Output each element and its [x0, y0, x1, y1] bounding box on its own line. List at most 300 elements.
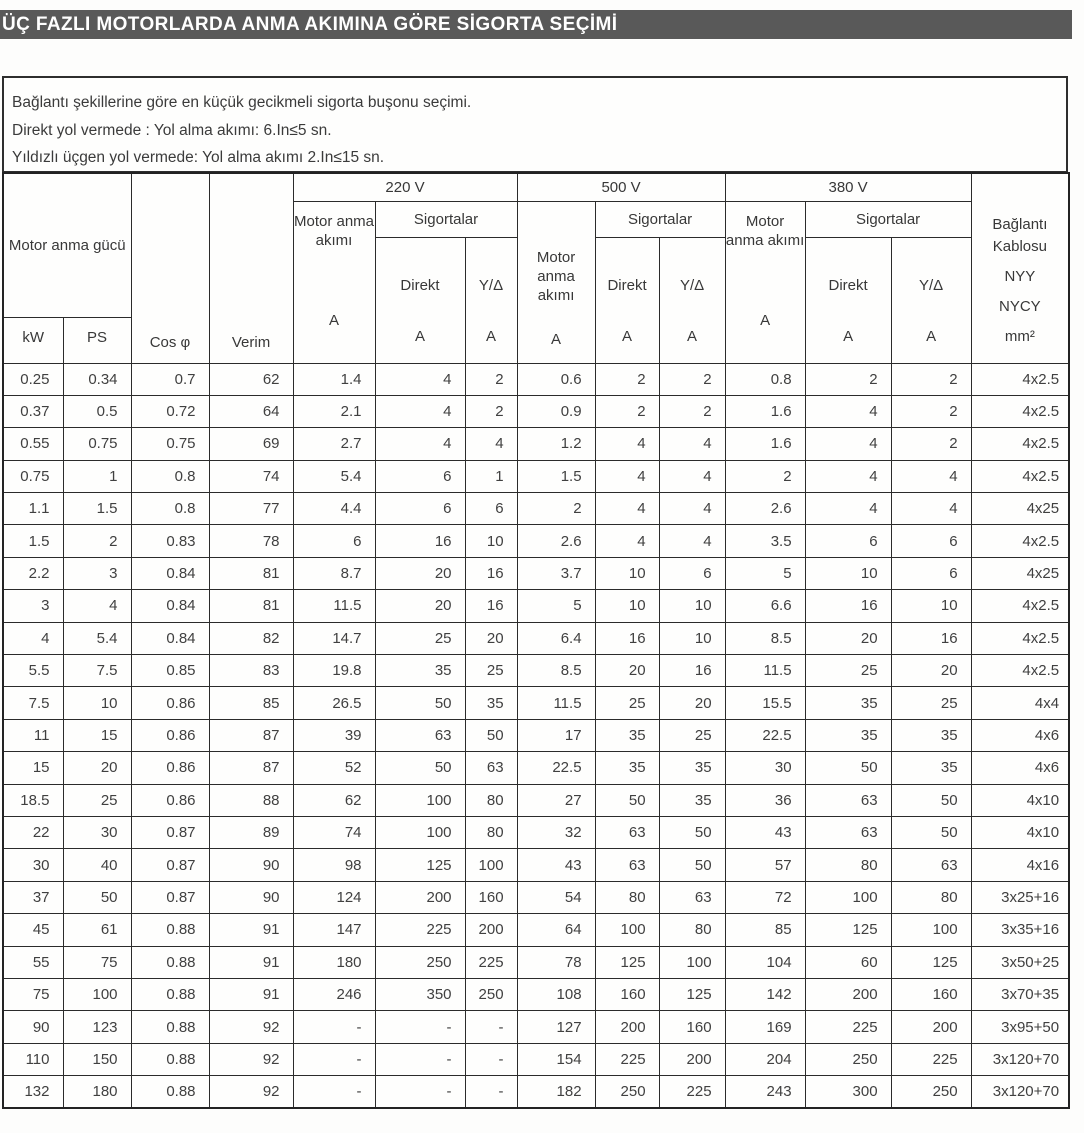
table-row	[3, 978, 1069, 1010]
table-cell: 60	[805, 946, 891, 978]
table-cell: 91	[209, 978, 293, 1010]
table-cell: 200	[375, 881, 465, 913]
table-cell: 62	[209, 363, 293, 395]
table-cell: 204	[725, 1043, 805, 1075]
header-cable-line2: Kablosu	[992, 238, 1047, 255]
table-cell: -	[375, 1043, 465, 1075]
table-cell: 7.5	[3, 687, 63, 719]
header-cable-nyy: NYY	[1004, 268, 1036, 285]
table-cell: 4	[659, 493, 725, 525]
table-cell: 11.5	[725, 655, 805, 687]
table-cell: 3.5	[725, 525, 805, 557]
table-cell: 2	[63, 525, 131, 557]
header-yd-220	[465, 237, 517, 363]
table-cell: 57	[725, 849, 805, 881]
table-cell: 7.5	[63, 655, 131, 687]
table-cell: 4	[891, 493, 971, 525]
table-cell: 0.87	[131, 816, 209, 848]
table-cell: 35	[595, 719, 659, 751]
table-cell: 16	[375, 525, 465, 557]
table-cell: 0.7	[131, 363, 209, 395]
table-cell: 0.88	[131, 946, 209, 978]
table-cell: 125	[805, 914, 891, 946]
table-cell: 2	[891, 428, 971, 460]
table-cell: 8.7	[293, 557, 375, 589]
table-cell: 77	[209, 493, 293, 525]
table-cell: 91	[209, 946, 293, 978]
table-cell: 80	[595, 881, 659, 913]
table-cell: 127	[517, 1011, 595, 1043]
table-cell: 2.2	[3, 557, 63, 589]
unit-ampere: A	[760, 311, 771, 329]
table-cell: 0.86	[131, 752, 209, 784]
table-cell: 4	[3, 622, 63, 654]
table-cell: 1.5	[3, 525, 63, 557]
table-cell: 2	[465, 395, 517, 427]
table-cell: 246	[293, 978, 375, 1010]
table-cell: 225	[595, 1043, 659, 1075]
table-cell: 0.88	[131, 1076, 209, 1108]
table-cell: 4	[595, 460, 659, 492]
table-row	[3, 1076, 1069, 1108]
table-cell: 62	[293, 784, 375, 816]
table-cell: 4	[805, 428, 891, 460]
table-cell: 87	[209, 752, 293, 784]
table-cell: 1.5	[517, 460, 595, 492]
table-cell: 22.5	[725, 719, 805, 751]
table-cell: 6	[293, 525, 375, 557]
table-cell: 0.87	[131, 881, 209, 913]
table-cell: 16	[465, 557, 517, 589]
unit-ampere: A	[843, 327, 854, 345]
table-cell: 30	[725, 752, 805, 784]
table-cell: 72	[725, 881, 805, 913]
table-cell: 0.55	[3, 428, 63, 460]
table-cell: 80	[805, 849, 891, 881]
table-cell: 4x25	[971, 557, 1069, 589]
table-cell: 20	[659, 687, 725, 719]
table-cell: 5	[517, 590, 595, 622]
table-row	[3, 428, 1069, 460]
table-cell: 63	[891, 849, 971, 881]
table-cell: 0.37	[3, 395, 63, 427]
table-row	[3, 395, 1069, 427]
table-cell: 3.7	[517, 557, 595, 589]
table-cell: 147	[293, 914, 375, 946]
table-row	[3, 849, 1069, 881]
header-cable-line1: Bağlantı	[992, 216, 1048, 233]
motor-current-label: Motor anma akımı	[293, 212, 375, 249]
table-cell: 22.5	[517, 752, 595, 784]
table-cell: 40	[63, 849, 131, 881]
table-cell: 0.86	[131, 719, 209, 751]
table-cell: 92	[209, 1011, 293, 1043]
header-yd-500	[659, 237, 725, 363]
table-cell: 16	[891, 622, 971, 654]
table-cell: 110	[3, 1043, 63, 1075]
table-cell: 8.5	[725, 622, 805, 654]
table-cell: 10	[595, 590, 659, 622]
header-sigortalar-500: Sigortalar	[595, 201, 725, 237]
table-row	[3, 1043, 1069, 1075]
table-cell: 100	[375, 816, 465, 848]
table-cell: 100	[375, 784, 465, 816]
table-cell: 4	[891, 460, 971, 492]
table-cell: 16	[659, 655, 725, 687]
table-row	[3, 784, 1069, 816]
table-cell: 92	[209, 1076, 293, 1108]
table-cell: 27	[517, 784, 595, 816]
table-row	[3, 1011, 1069, 1043]
table-row	[3, 493, 1069, 525]
table-cell: 63	[465, 752, 517, 784]
table-cell: 50	[375, 687, 465, 719]
table-cell: 6	[891, 557, 971, 589]
table-cell: 0.86	[131, 687, 209, 719]
table-cell: 1.5	[63, 493, 131, 525]
table-cell: 160	[891, 978, 971, 1010]
table-cell: 4x2.5	[971, 460, 1069, 492]
table-cell: 32	[517, 816, 595, 848]
table-cell: 4	[375, 395, 465, 427]
star-delta-label: Y/Δ	[918, 276, 944, 294]
table-cell: 39	[293, 719, 375, 751]
table-cell: 35	[659, 752, 725, 784]
table-cell: 4	[659, 428, 725, 460]
table-cell: 22	[3, 816, 63, 848]
table-cell: 30	[3, 849, 63, 881]
header-cable	[971, 173, 1069, 363]
header-verim: Verim	[209, 173, 293, 363]
table-cell: 98	[293, 849, 375, 881]
table-cell: 35	[805, 687, 891, 719]
table-cell: 6.4	[517, 622, 595, 654]
table-cell: 25	[63, 784, 131, 816]
header-direkt-220	[375, 237, 465, 363]
header-sigortalar-220: Sigortalar	[375, 201, 517, 237]
header-cable-unit: mm²	[1004, 328, 1035, 345]
table-cell: 200	[595, 1011, 659, 1043]
table-cell: 61	[63, 914, 131, 946]
table-cell: 160	[595, 978, 659, 1010]
table-cell: 50	[891, 784, 971, 816]
table-cell: 35	[375, 655, 465, 687]
header-motor-power: Motor anma gücü	[3, 173, 131, 317]
table-cell: 250	[805, 1043, 891, 1075]
table-cell: 300	[805, 1076, 891, 1108]
table-cell: 63	[659, 881, 725, 913]
table-cell: 36	[725, 784, 805, 816]
table-cell: 16	[595, 622, 659, 654]
table-cell: 63	[805, 816, 891, 848]
table-cell: 26.5	[293, 687, 375, 719]
table-cell: 25	[465, 655, 517, 687]
table-cell: 4x2.5	[971, 363, 1069, 395]
table-cell: 1.6	[725, 395, 805, 427]
table-cell: 63	[595, 849, 659, 881]
table-cell: 160	[659, 1011, 725, 1043]
table-cell: -	[465, 1011, 517, 1043]
table-cell: 150	[63, 1043, 131, 1075]
page-title: ÜÇ FAZLI MOTORLARDA ANMA AKIMINA GÖRE SİGORTA SEÇİMİ	[2, 13, 618, 35]
table-cell: 169	[725, 1011, 805, 1043]
table-cell: 20	[465, 622, 517, 654]
table-cell: -	[293, 1011, 375, 1043]
table-cell: 80	[465, 816, 517, 848]
table-cell: 4x6	[971, 719, 1069, 751]
table-cell: 11	[3, 719, 63, 751]
table-cell: 3x120+70	[971, 1043, 1069, 1075]
table-cell: 4	[375, 363, 465, 395]
table-cell: 50	[595, 784, 659, 816]
table-cell: 0.8	[131, 460, 209, 492]
unit-ampere: A	[687, 327, 698, 345]
table-cell: 20	[595, 655, 659, 687]
table-cell: 4x2.5	[971, 622, 1069, 654]
table-cell: 15.5	[725, 687, 805, 719]
table-cell: 90	[3, 1011, 63, 1043]
table-cell: 3x25+16	[971, 881, 1069, 913]
table-row	[3, 590, 1069, 622]
direkt-label: Direkt	[400, 276, 440, 294]
table-cell: 54	[517, 881, 595, 913]
table-cell: 0.88	[131, 978, 209, 1010]
table-cell: 19.8	[293, 655, 375, 687]
table-cell: 20	[375, 557, 465, 589]
table-cell: 3	[3, 590, 63, 622]
table-cell: 15	[63, 719, 131, 751]
table-cell: 4x25	[971, 493, 1069, 525]
table-cell: -	[465, 1043, 517, 1075]
table-cell: 78	[209, 525, 293, 557]
table-cell: 154	[517, 1043, 595, 1075]
table-row	[3, 914, 1069, 946]
table-cell: 75	[3, 978, 63, 1010]
table-cell: 64	[517, 914, 595, 946]
table-cell: 200	[891, 1011, 971, 1043]
table-cell: 100	[465, 849, 517, 881]
table-row	[3, 881, 1069, 913]
table-cell: 0.75	[63, 428, 131, 460]
table-cell: 243	[725, 1076, 805, 1108]
table-cell: 0.85	[131, 655, 209, 687]
table-cell: 74	[293, 816, 375, 848]
table-cell: 5.4	[63, 622, 131, 654]
table-cell: 0.75	[3, 460, 63, 492]
table-cell: 11.5	[293, 590, 375, 622]
table-cell: 4	[63, 590, 131, 622]
table-cell: 100	[63, 978, 131, 1010]
table-cell: 4	[805, 395, 891, 427]
table-cell: 0.34	[63, 363, 131, 395]
direkt-label: Direkt	[828, 276, 868, 294]
table-cell: 125	[375, 849, 465, 881]
table-cell: 15	[3, 752, 63, 784]
table-cell: 50	[375, 752, 465, 784]
table-cell: 4	[805, 493, 891, 525]
table-cell: 2	[517, 493, 595, 525]
table-cell: 4x6	[971, 752, 1069, 784]
table-cell: 74	[209, 460, 293, 492]
table-cell: 125	[659, 978, 725, 1010]
table-cell: 50	[659, 849, 725, 881]
table-cell: 90	[209, 849, 293, 881]
table-cell: 5	[725, 557, 805, 589]
table-cell: 43	[725, 816, 805, 848]
unit-ampere: A	[329, 311, 340, 329]
table-cell: 35	[891, 719, 971, 751]
table-cell: 0.72	[131, 395, 209, 427]
table-cell: 20	[375, 590, 465, 622]
table-cell: 160	[465, 881, 517, 913]
table-cell: 250	[891, 1076, 971, 1108]
table-cell: 2	[659, 395, 725, 427]
table-cell: 104	[725, 946, 805, 978]
direkt-label: Direkt	[607, 276, 647, 294]
table-cell: 0.6	[517, 363, 595, 395]
unit-ampere: A	[622, 327, 633, 345]
table-cell: 225	[465, 946, 517, 978]
table-cell: 125	[891, 946, 971, 978]
table-cell: 37	[3, 881, 63, 913]
table-cell: 85	[209, 687, 293, 719]
table-cell: 11.5	[517, 687, 595, 719]
table-cell: 52	[293, 752, 375, 784]
table-cell: 225	[805, 1011, 891, 1043]
table-cell: 91	[209, 914, 293, 946]
table-row	[3, 460, 1069, 492]
table-cell: 250	[595, 1076, 659, 1108]
unit-ampere: A	[926, 327, 937, 345]
star-delta-label: Y/Δ	[478, 276, 504, 294]
header-sigortalar-380: Sigortalar	[805, 201, 971, 237]
table-cell: 2	[595, 363, 659, 395]
table-cell: 16	[805, 590, 891, 622]
table-cell: 10	[891, 590, 971, 622]
table-cell: 35	[891, 752, 971, 784]
table-cell: 4x16	[971, 849, 1069, 881]
table-cell: 0.84	[131, 590, 209, 622]
table-cell: 90	[209, 881, 293, 913]
table-cell: 10	[465, 525, 517, 557]
table-row	[3, 525, 1069, 557]
table-cell: 25	[659, 719, 725, 751]
table-cell: 63	[805, 784, 891, 816]
table-cell: 20	[891, 655, 971, 687]
table-cell: 82	[209, 622, 293, 654]
header-yd-380	[891, 237, 971, 363]
table-cell: 4x10	[971, 784, 1069, 816]
table-cell: 142	[725, 978, 805, 1010]
table-cell: 10	[63, 687, 131, 719]
table-cell: 25	[805, 655, 891, 687]
table-cell: 35	[595, 752, 659, 784]
table-cell: 0.25	[3, 363, 63, 395]
table-cell: 4	[595, 525, 659, 557]
table-cell: 75	[63, 946, 131, 978]
table-cell: 225	[659, 1076, 725, 1108]
table-row	[3, 655, 1069, 687]
table-cell: 1	[63, 460, 131, 492]
table-cell: 180	[293, 946, 375, 978]
table-row	[3, 946, 1069, 978]
table-row	[3, 557, 1069, 589]
table-cell: 50	[465, 719, 517, 751]
table-cell: 25	[595, 687, 659, 719]
table-row	[3, 752, 1069, 784]
table-cell: 4	[659, 525, 725, 557]
header-cable-nycy: NYCY	[999, 298, 1041, 315]
table-cell: 4	[805, 460, 891, 492]
table-cell: -	[293, 1043, 375, 1075]
fuse-selection-table	[2, 172, 1070, 1109]
table-cell: 80	[659, 914, 725, 946]
table-cell: 78	[517, 946, 595, 978]
table-cell: 100	[659, 946, 725, 978]
table-cell: 3	[63, 557, 131, 589]
table-cell: 6	[375, 493, 465, 525]
table-cell: -	[375, 1011, 465, 1043]
table-cell: 180	[63, 1076, 131, 1108]
table-cell: 50	[63, 881, 131, 913]
table-cell: 0.84	[131, 557, 209, 589]
table-cell: 100	[805, 881, 891, 913]
table-cell: 92	[209, 1043, 293, 1075]
table-cell: 4x2.5	[971, 395, 1069, 427]
table-cell: 100	[595, 914, 659, 946]
unit-ampere: A	[415, 327, 426, 345]
header-ps: PS	[63, 317, 131, 363]
table-cell: 8.5	[517, 655, 595, 687]
table-cell: 1.1	[3, 493, 63, 525]
table-cell: 4x4	[971, 687, 1069, 719]
table-cell: 2	[465, 363, 517, 395]
table-cell: 50	[805, 752, 891, 784]
table-cell: 132	[3, 1076, 63, 1108]
table-cell: 50	[659, 816, 725, 848]
table-cell: 0.88	[131, 1043, 209, 1075]
table-cell: 25	[891, 687, 971, 719]
table-cell: 35	[805, 719, 891, 751]
table-cell: 200	[465, 914, 517, 946]
table-cell: -	[375, 1076, 465, 1108]
header-voltage-220: 220 V	[293, 173, 517, 201]
table-cell: 18.5	[3, 784, 63, 816]
table-cell: 16	[465, 590, 517, 622]
table-cell: 0.87	[131, 849, 209, 881]
table-cell: 5.5	[3, 655, 63, 687]
table-cell: 5.4	[293, 460, 375, 492]
table-cell: 30	[63, 816, 131, 848]
table-cell: 0.88	[131, 1011, 209, 1043]
table-cell: 108	[517, 978, 595, 1010]
table-cell: 4x2.5	[971, 525, 1069, 557]
note-star-delta-start: Yıldızlı üçgen yol vermede: Yol alma akımı 2.In≤15 sn.	[12, 149, 385, 166]
table-cell: 6	[375, 460, 465, 492]
table-cell: 1.4	[293, 363, 375, 395]
table-cell: 0.8	[725, 363, 805, 395]
notes-box	[2, 76, 1068, 173]
table-cell: 43	[517, 849, 595, 881]
table-cell: 17	[517, 719, 595, 751]
table-cell: 20	[63, 752, 131, 784]
table-cell: 83	[209, 655, 293, 687]
table-cell: 69	[209, 428, 293, 460]
table-body	[3, 363, 1069, 1108]
table-cell: 225	[891, 1043, 971, 1075]
table-cell: 4x10	[971, 816, 1069, 848]
header-motor-current-500	[517, 201, 595, 363]
